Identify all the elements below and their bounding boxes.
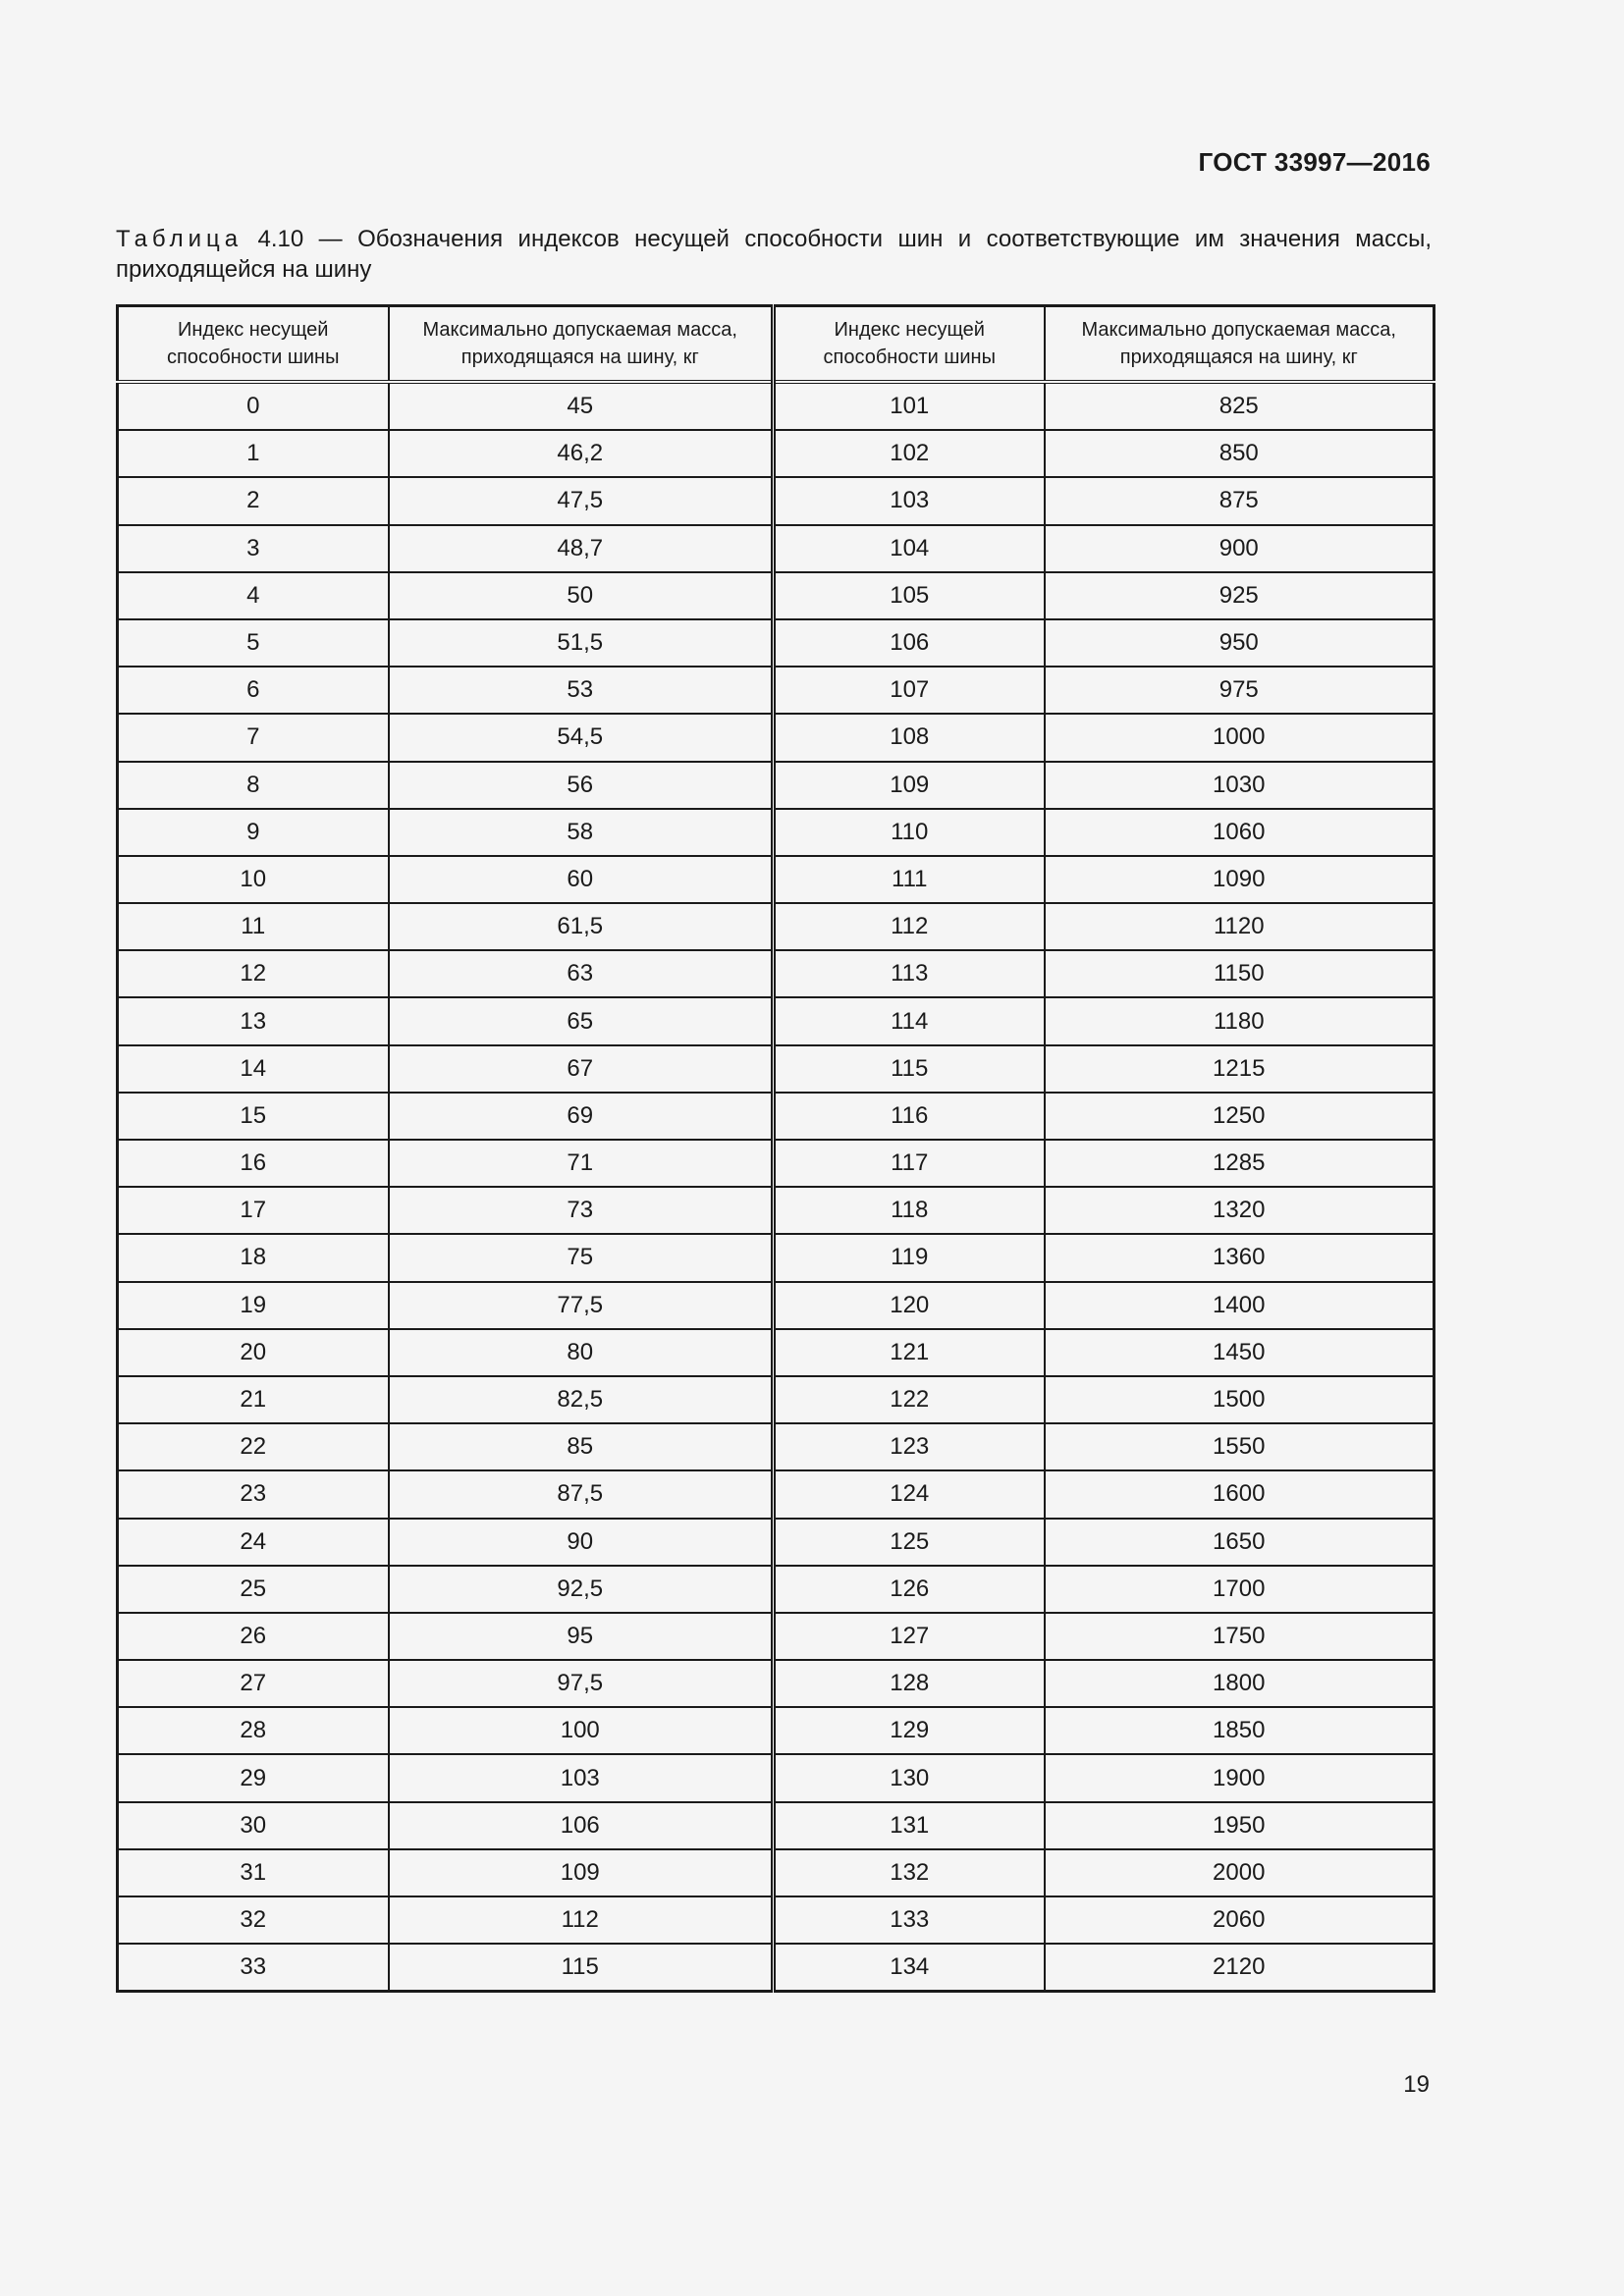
table-cell: 65 [389,997,774,1044]
table-cell: 1180 [1045,997,1435,1044]
table-cell: 2060 [1045,1896,1435,1944]
table-cell: 112 [774,903,1045,950]
table-cell: 1 [118,430,389,477]
table-cell: 128 [774,1660,1045,1707]
table-cell: 69 [389,1093,774,1140]
table-caption [116,224,1432,285]
table-cell: 80 [389,1329,774,1376]
table-cell: 90 [389,1519,774,1566]
table-cell: 97,5 [389,1660,774,1707]
table-cell: 1400 [1045,1282,1435,1329]
table-cell: 30 [118,1802,389,1849]
table-cell: 115 [389,1944,774,1992]
table-cell: 9 [118,809,389,856]
table-row [118,1376,1435,1423]
table-cell: 21 [118,1376,389,1423]
table-cell: 105 [774,572,1045,619]
table-cell: 2 [118,477,389,524]
table-row [118,1423,1435,1470]
table-body [118,382,1435,1992]
table-row [118,1802,1435,1849]
table-cell: 122 [774,1376,1045,1423]
column-header: Индекс несущей способности шины [118,306,389,383]
table-cell: 101 [774,382,1045,430]
table-cell: 121 [774,1329,1045,1376]
table-cell: 25 [118,1566,389,1613]
table-row [118,714,1435,761]
table-cell: 71 [389,1140,774,1187]
table-cell: 126 [774,1566,1045,1613]
table-cell: 27 [118,1660,389,1707]
table-cell: 132 [774,1849,1045,1896]
table-cell: 63 [389,950,774,997]
table-row [118,809,1435,856]
table-cell: 1800 [1045,1660,1435,1707]
table-cell: 67 [389,1045,774,1093]
table-row [118,1519,1435,1566]
table-row [118,1329,1435,1376]
table-row [118,1234,1435,1281]
table-cell: 77,5 [389,1282,774,1329]
table-cell: 1900 [1045,1754,1435,1801]
table-cell: 1600 [1045,1470,1435,1518]
table-row [118,1093,1435,1140]
table-cell: 103 [774,477,1045,524]
table-cell: 19 [118,1282,389,1329]
table-cell: 117 [774,1140,1045,1187]
table-cell: 109 [774,762,1045,809]
column-header: Максимально допускаемая масса, приходящаяся на шину, кг [389,306,774,383]
table-row [118,1944,1435,1992]
table-row [118,382,1435,430]
table-cell: 53 [389,667,774,714]
document-code: ГОСТ 33997—2016 [1198,147,1431,177]
table-row [118,903,1435,950]
table-cell: 1360 [1045,1234,1435,1281]
table-cell: 1950 [1045,1802,1435,1849]
table-cell: 5 [118,619,389,667]
table-row [118,572,1435,619]
column-header: Индекс несущей способности шины [774,306,1045,383]
table-cell: 2000 [1045,1849,1435,1896]
table-row [118,1707,1435,1754]
table-cell: 119 [774,1234,1045,1281]
table-cell: 28 [118,1707,389,1754]
table-cell: 116 [774,1093,1045,1140]
table-cell: 975 [1045,667,1435,714]
table-cell: 1320 [1045,1187,1435,1234]
table-cell: 107 [774,667,1045,714]
table-cell: 56 [389,762,774,809]
table-cell: 17 [118,1187,389,1234]
table-row [118,1613,1435,1660]
table-cell: 0 [118,382,389,430]
table-cell: 11 [118,903,389,950]
table-cell: 82,5 [389,1376,774,1423]
table-cell: 103 [389,1754,774,1801]
table-header-row [118,306,1435,383]
table-cell: 1150 [1045,950,1435,997]
table-cell: 133 [774,1896,1045,1944]
table-cell: 1090 [1045,856,1435,903]
table-cell: 875 [1045,477,1435,524]
load-index-table [116,304,1435,1993]
table-cell: 1215 [1045,1045,1435,1093]
table-cell: 45 [389,382,774,430]
table-row [118,1754,1435,1801]
table-cell: 13 [118,997,389,1044]
table-cell: 58 [389,809,774,856]
table-cell: 3 [118,525,389,572]
table-cell: 16 [118,1140,389,1187]
table-cell: 32 [118,1896,389,1944]
table-cell: 10 [118,856,389,903]
table-cell: 106 [389,1802,774,1849]
table-row [118,1896,1435,1944]
table-cell: 6 [118,667,389,714]
table-row [118,1566,1435,1613]
table-row [118,1187,1435,1234]
table-cell: 8 [118,762,389,809]
table-cell: 73 [389,1187,774,1234]
table-cell: 75 [389,1234,774,1281]
table-cell: 31 [118,1849,389,1896]
table-cell: 48,7 [389,525,774,572]
table-cell: 1250 [1045,1093,1435,1140]
table-cell: 1030 [1045,762,1435,809]
table-cell: 2120 [1045,1944,1435,1992]
table-row [118,525,1435,572]
table-cell: 104 [774,525,1045,572]
table-cell: 100 [389,1707,774,1754]
table-row [118,619,1435,667]
table-cell: 118 [774,1187,1045,1234]
table-cell: 1850 [1045,1707,1435,1754]
table-cell: 123 [774,1423,1045,1470]
table-row [118,762,1435,809]
table-row [118,1045,1435,1093]
table-cell: 129 [774,1707,1045,1754]
table-cell: 23 [118,1470,389,1518]
page-number: 19 [1403,2071,1430,2098]
table-cell: 925 [1045,572,1435,619]
table-cell: 87,5 [389,1470,774,1518]
table-cell: 95 [389,1613,774,1660]
table-cell: 900 [1045,525,1435,572]
table-cell: 46,2 [389,430,774,477]
table-row [118,477,1435,524]
table-cell: 54,5 [389,714,774,761]
table-cell: 61,5 [389,903,774,950]
table-cell: 1450 [1045,1329,1435,1376]
table-cell: 110 [774,809,1045,856]
table-cell: 18 [118,1234,389,1281]
table-cell: 47,5 [389,477,774,524]
table-row [118,667,1435,714]
table-cell: 4 [118,572,389,619]
table-cell: 33 [118,1944,389,1992]
table-row [118,1660,1435,1707]
table-cell: 127 [774,1613,1045,1660]
table-cell: 1750 [1045,1613,1435,1660]
table-cell: 29 [118,1754,389,1801]
table-row [118,1140,1435,1187]
table-cell: 20 [118,1329,389,1376]
table-cell: 60 [389,856,774,903]
table-cell: 850 [1045,430,1435,477]
table-cell: 120 [774,1282,1045,1329]
table-cell: 1500 [1045,1376,1435,1423]
table-cell: 112 [389,1896,774,1944]
table-cell: 12 [118,950,389,997]
table-row [118,430,1435,477]
table-cell: 7 [118,714,389,761]
table-cell: 106 [774,619,1045,667]
table-cell: 113 [774,950,1045,997]
table-cell: 124 [774,1470,1045,1518]
table-cell: 92,5 [389,1566,774,1613]
table-cell: 114 [774,997,1045,1044]
table-cell: 1120 [1045,903,1435,950]
table-caption-label: Таблица [116,226,244,252]
table-cell: 15 [118,1093,389,1140]
table-cell: 51,5 [389,619,774,667]
table-cell: 131 [774,1802,1045,1849]
table-cell: 108 [774,714,1045,761]
table-row [118,1282,1435,1329]
table-row [118,1849,1435,1896]
table-row [118,997,1435,1044]
table-cell: 1550 [1045,1423,1435,1470]
table-caption-text: 4.10 — Обозначения индексов несущей способности шин и соответствующие им значения массы, приходящейся на шину [116,226,1432,283]
table-cell: 1700 [1045,1566,1435,1613]
table-cell: 1650 [1045,1519,1435,1566]
table-cell: 1000 [1045,714,1435,761]
table-cell: 109 [389,1849,774,1896]
table-cell: 125 [774,1519,1045,1566]
table-row [118,1470,1435,1518]
table-cell: 85 [389,1423,774,1470]
table-cell: 50 [389,572,774,619]
table-cell: 134 [774,1944,1045,1992]
table-cell: 111 [774,856,1045,903]
table-cell: 825 [1045,382,1435,430]
table-row [118,950,1435,997]
table-cell: 950 [1045,619,1435,667]
table-cell: 26 [118,1613,389,1660]
table-cell: 130 [774,1754,1045,1801]
table-cell: 22 [118,1423,389,1470]
table-row [118,856,1435,903]
table-cell: 115 [774,1045,1045,1093]
table-cell: 1285 [1045,1140,1435,1187]
table-cell: 102 [774,430,1045,477]
column-header: Максимально допускаемая масса, приходящаяся на шину, кг [1045,306,1435,383]
table-cell: 14 [118,1045,389,1093]
table-cell: 1060 [1045,809,1435,856]
table-cell: 24 [118,1519,389,1566]
